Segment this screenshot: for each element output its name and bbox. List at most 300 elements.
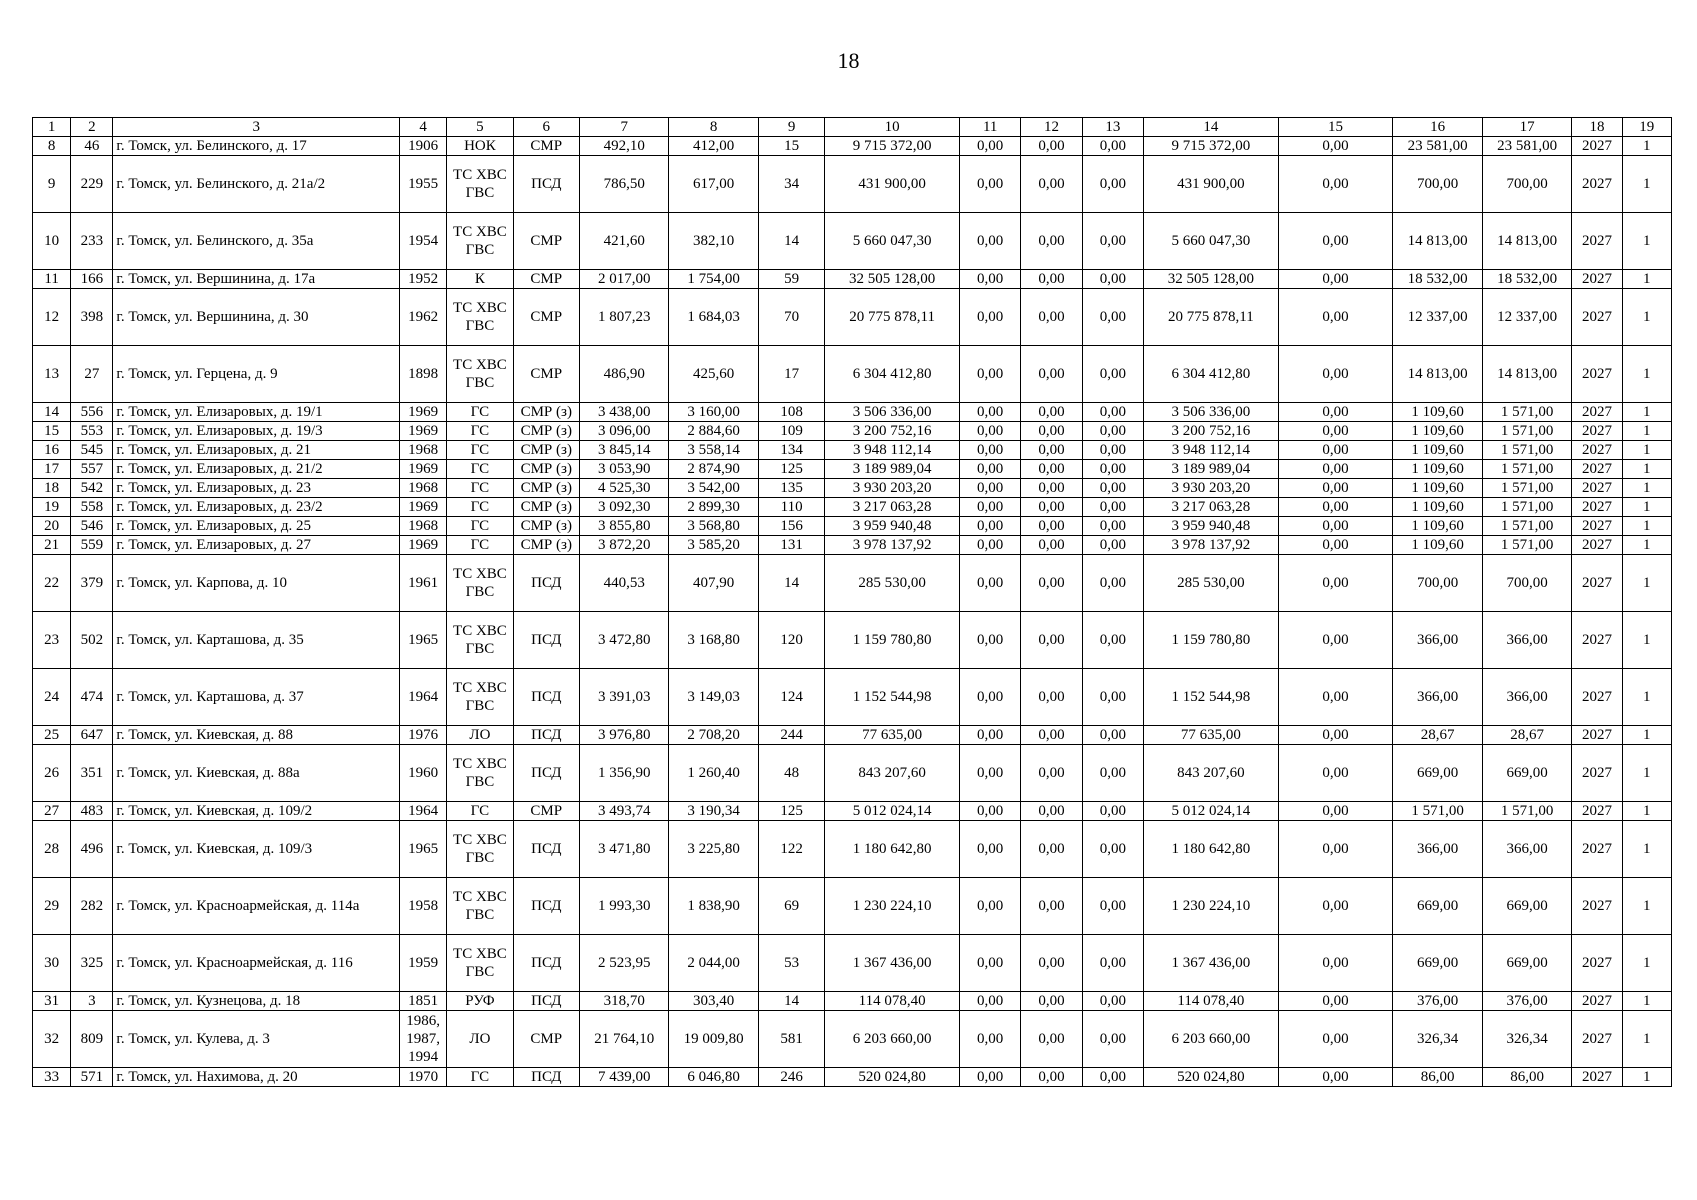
house-id: 483 xyxy=(71,802,113,821)
year-plan-cell: 2027 xyxy=(1572,289,1622,346)
cost-total-cell: 9 715 372,00 xyxy=(825,137,960,156)
address-cell: г. Томск, ул. Кулева, д. 3 xyxy=(113,1011,400,1068)
fund-other-cell: 0,00 xyxy=(1278,422,1393,441)
fund-other-cell: 0,00 xyxy=(1278,270,1393,289)
area-living-cell: 2 899,30 xyxy=(669,498,758,517)
column-header: 16 xyxy=(1393,118,1482,137)
area-total-cell: 3 872,20 xyxy=(579,536,668,555)
row-number: 12 xyxy=(33,289,71,346)
work-type-cell: ГС xyxy=(447,536,513,555)
stage-cell: ПСД xyxy=(513,745,579,802)
fund-federal-cell: 0,00 xyxy=(960,1011,1021,1068)
unit-cost-cell: 14 813,00 xyxy=(1393,213,1482,270)
year-cell: 1970 xyxy=(399,1068,446,1087)
table-row xyxy=(33,156,1672,213)
house-id: 558 xyxy=(71,498,113,517)
fund-owners-cell: 114 078,40 xyxy=(1144,992,1279,1011)
year-plan-cell: 2027 xyxy=(1572,479,1622,498)
fund-owners-cell: 1 367 436,00 xyxy=(1144,935,1279,992)
work-type-cell: ТС ХВС ГВС xyxy=(447,156,513,213)
column-header: 9 xyxy=(758,118,824,137)
area-total-cell: 421,60 xyxy=(579,213,668,270)
cost-total-cell: 6 203 660,00 xyxy=(825,1011,960,1068)
area-total-cell: 440,53 xyxy=(579,555,668,612)
area-total-cell: 3 471,80 xyxy=(579,821,668,878)
year-plan-cell: 2027 xyxy=(1572,821,1622,878)
address-cell: г. Томск, ул. Киевская, д. 109/3 xyxy=(113,821,400,878)
work-type-cell: ГС xyxy=(447,1068,513,1087)
fund-owners-cell: 5 660 047,30 xyxy=(1144,213,1279,270)
area-total-cell: 1 993,30 xyxy=(579,878,668,935)
year-plan-cell: 2027 xyxy=(1572,346,1622,403)
area-total-cell: 7 439,00 xyxy=(579,1068,668,1087)
residents-cell: 125 xyxy=(758,460,824,479)
row-number: 30 xyxy=(33,935,71,992)
fund-other-cell: 0,00 xyxy=(1278,935,1393,992)
quantity-cell: 1 xyxy=(1622,441,1671,460)
table-row xyxy=(33,289,1672,346)
address-cell: г. Томск, ул. Елизаровых, д. 21 xyxy=(113,441,400,460)
year-cell: 1954 xyxy=(399,213,446,270)
year-plan-cell: 2027 xyxy=(1572,1068,1622,1087)
quantity-cell: 1 xyxy=(1622,460,1671,479)
cost-total-cell: 1 152 544,98 xyxy=(825,669,960,726)
fund-federal-cell: 0,00 xyxy=(960,441,1021,460)
year-cell: 1960 xyxy=(399,745,446,802)
fund-local-cell: 0,00 xyxy=(1082,213,1143,270)
house-id: 27 xyxy=(71,346,113,403)
year-plan-cell: 2027 xyxy=(1572,137,1622,156)
fund-federal-cell: 0,00 xyxy=(960,821,1021,878)
column-header: 12 xyxy=(1021,118,1082,137)
fund-owners-cell: 3 506 336,00 xyxy=(1144,403,1279,422)
max-unit-cost-cell: 1 571,00 xyxy=(1482,536,1571,555)
address-cell: г. Томск, ул. Нахимова, д. 20 xyxy=(113,1068,400,1087)
fund-other-cell: 0,00 xyxy=(1278,498,1393,517)
fund-local-cell: 0,00 xyxy=(1082,1011,1143,1068)
table-row xyxy=(33,992,1672,1011)
year-plan-cell: 2027 xyxy=(1572,992,1622,1011)
residents-cell: 48 xyxy=(758,745,824,802)
address-cell: г. Томск, ул. Киевская, д. 109/2 xyxy=(113,802,400,821)
quantity-cell: 1 xyxy=(1622,726,1671,745)
residents-cell: 108 xyxy=(758,403,824,422)
year-cell: 1964 xyxy=(399,669,446,726)
area-total-cell: 2 017,00 xyxy=(579,270,668,289)
table-row xyxy=(33,612,1672,669)
house-id: 545 xyxy=(71,441,113,460)
unit-cost-cell: 1 109,60 xyxy=(1393,422,1482,441)
fund-owners-cell: 431 900,00 xyxy=(1144,156,1279,213)
table-row xyxy=(33,726,1672,745)
fund-federal-cell: 0,00 xyxy=(960,517,1021,536)
fund-local-cell: 0,00 xyxy=(1082,498,1143,517)
quantity-cell: 1 xyxy=(1622,612,1671,669)
year-cell: 1968 xyxy=(399,517,446,536)
year-cell: 1969 xyxy=(399,403,446,422)
row-number: 31 xyxy=(33,992,71,1011)
fund-local-cell: 0,00 xyxy=(1082,992,1143,1011)
house-id: 379 xyxy=(71,555,113,612)
fund-local-cell: 0,00 xyxy=(1082,555,1143,612)
year-cell: 1906 xyxy=(399,137,446,156)
quantity-cell: 1 xyxy=(1622,517,1671,536)
area-living-cell: 3 225,80 xyxy=(669,821,758,878)
area-living-cell: 412,00 xyxy=(669,137,758,156)
table-row xyxy=(33,821,1672,878)
year-cell: 1898 xyxy=(399,346,446,403)
column-header: 2 xyxy=(71,118,113,137)
row-number: 16 xyxy=(33,441,71,460)
year-plan-cell: 2027 xyxy=(1572,213,1622,270)
quantity-cell: 1 xyxy=(1622,422,1671,441)
work-type-cell: ТС ХВС ГВС xyxy=(447,821,513,878)
year-cell: 1968 xyxy=(399,479,446,498)
unit-cost-cell: 1 571,00 xyxy=(1393,802,1482,821)
year-plan-cell: 2027 xyxy=(1572,460,1622,479)
fund-owners-cell: 9 715 372,00 xyxy=(1144,137,1279,156)
year-cell: 1969 xyxy=(399,422,446,441)
unit-cost-cell: 1 109,60 xyxy=(1393,498,1482,517)
year-cell: 1968 xyxy=(399,441,446,460)
table-row xyxy=(33,555,1672,612)
address-cell: г. Томск, ул. Киевская, д. 88а xyxy=(113,745,400,802)
row-number: 24 xyxy=(33,669,71,726)
fund-federal-cell: 0,00 xyxy=(960,346,1021,403)
residents-cell: 70 xyxy=(758,289,824,346)
row-number: 15 xyxy=(33,422,71,441)
area-total-cell: 3 438,00 xyxy=(579,403,668,422)
house-id: 559 xyxy=(71,536,113,555)
column-header: 13 xyxy=(1082,118,1143,137)
fund-regional-cell: 0,00 xyxy=(1021,460,1082,479)
area-living-cell: 2 708,20 xyxy=(669,726,758,745)
quantity-cell: 1 xyxy=(1622,137,1671,156)
max-unit-cost-cell: 326,34 xyxy=(1482,1011,1571,1068)
fund-other-cell: 0,00 xyxy=(1278,992,1393,1011)
unit-cost-cell: 700,00 xyxy=(1393,555,1482,612)
row-number: 33 xyxy=(33,1068,71,1087)
max-unit-cost-cell: 366,00 xyxy=(1482,821,1571,878)
fund-local-cell: 0,00 xyxy=(1082,821,1143,878)
cost-total-cell: 3 948 112,14 xyxy=(825,441,960,460)
area-total-cell: 4 525,30 xyxy=(579,479,668,498)
row-number: 11 xyxy=(33,270,71,289)
work-type-cell: ГС xyxy=(447,479,513,498)
fund-local-cell: 0,00 xyxy=(1082,935,1143,992)
residents-cell: 120 xyxy=(758,612,824,669)
residents-cell: 122 xyxy=(758,821,824,878)
area-living-cell: 1 260,40 xyxy=(669,745,758,802)
area-total-cell: 492,10 xyxy=(579,137,668,156)
residents-cell: 14 xyxy=(758,992,824,1011)
fund-other-cell: 0,00 xyxy=(1278,1011,1393,1068)
unit-cost-cell: 700,00 xyxy=(1393,156,1482,213)
fund-local-cell: 0,00 xyxy=(1082,460,1143,479)
fund-federal-cell: 0,00 xyxy=(960,270,1021,289)
house-id: 233 xyxy=(71,213,113,270)
fund-owners-cell: 1 230 224,10 xyxy=(1144,878,1279,935)
quantity-cell: 1 xyxy=(1622,1068,1671,1087)
max-unit-cost-cell: 23 581,00 xyxy=(1482,137,1571,156)
column-header: 10 xyxy=(825,118,960,137)
unit-cost-cell: 86,00 xyxy=(1393,1068,1482,1087)
fund-federal-cell: 0,00 xyxy=(960,612,1021,669)
fund-owners-cell: 1 159 780,80 xyxy=(1144,612,1279,669)
max-unit-cost-cell: 1 571,00 xyxy=(1482,498,1571,517)
column-header: 11 xyxy=(960,118,1021,137)
work-type-cell: ТС ХВС ГВС xyxy=(447,213,513,270)
max-unit-cost-cell: 12 337,00 xyxy=(1482,289,1571,346)
cost-total-cell: 285 530,00 xyxy=(825,555,960,612)
fund-federal-cell: 0,00 xyxy=(960,878,1021,935)
fund-regional-cell: 0,00 xyxy=(1021,1011,1082,1068)
year-cell: 1952 xyxy=(399,270,446,289)
residents-cell: 69 xyxy=(758,878,824,935)
fund-local-cell: 0,00 xyxy=(1082,802,1143,821)
unit-cost-cell: 366,00 xyxy=(1393,821,1482,878)
fund-other-cell: 0,00 xyxy=(1278,878,1393,935)
work-type-cell: ТС ХВС ГВС xyxy=(447,555,513,612)
area-living-cell: 617,00 xyxy=(669,156,758,213)
fund-other-cell: 0,00 xyxy=(1278,669,1393,726)
quantity-cell: 1 xyxy=(1622,745,1671,802)
table-row xyxy=(33,536,1672,555)
work-type-cell: К xyxy=(447,270,513,289)
fund-local-cell: 0,00 xyxy=(1082,517,1143,536)
residents-cell: 125 xyxy=(758,802,824,821)
fund-federal-cell: 0,00 xyxy=(960,479,1021,498)
residents-cell: 109 xyxy=(758,422,824,441)
year-plan-cell: 2027 xyxy=(1572,270,1622,289)
table-row xyxy=(33,935,1672,992)
fund-local-cell: 0,00 xyxy=(1082,156,1143,213)
fund-owners-cell: 20 775 878,11 xyxy=(1144,289,1279,346)
area-living-cell: 303,40 xyxy=(669,992,758,1011)
house-id: 647 xyxy=(71,726,113,745)
year-cell: 1851 xyxy=(399,992,446,1011)
fund-local-cell: 0,00 xyxy=(1082,270,1143,289)
max-unit-cost-cell: 669,00 xyxy=(1482,935,1571,992)
unit-cost-cell: 12 337,00 xyxy=(1393,289,1482,346)
stage-cell: ПСД xyxy=(513,878,579,935)
fund-owners-cell: 3 217 063,28 xyxy=(1144,498,1279,517)
fund-regional-cell: 0,00 xyxy=(1021,498,1082,517)
address-cell: г. Томск, ул. Елизаровых, д. 23 xyxy=(113,479,400,498)
unit-cost-cell: 1 109,60 xyxy=(1393,460,1482,479)
fund-owners-cell: 3 959 940,48 xyxy=(1144,517,1279,536)
fund-federal-cell: 0,00 xyxy=(960,289,1021,346)
unit-cost-cell: 366,00 xyxy=(1393,669,1482,726)
row-number: 26 xyxy=(33,745,71,802)
fund-local-cell: 0,00 xyxy=(1082,612,1143,669)
fund-owners-cell: 32 505 128,00 xyxy=(1144,270,1279,289)
fund-federal-cell: 0,00 xyxy=(960,498,1021,517)
year-cell: 1964 xyxy=(399,802,446,821)
address-cell: г. Томск, ул. Вершинина, д. 30 xyxy=(113,289,400,346)
quantity-cell: 1 xyxy=(1622,555,1671,612)
year-cell: 1969 xyxy=(399,460,446,479)
fund-federal-cell: 0,00 xyxy=(960,213,1021,270)
area-total-cell: 318,70 xyxy=(579,992,668,1011)
unit-cost-cell: 23 581,00 xyxy=(1393,137,1482,156)
stage-cell: СМР xyxy=(513,137,579,156)
table-row xyxy=(33,422,1672,441)
fund-regional-cell: 0,00 xyxy=(1021,422,1082,441)
max-unit-cost-cell: 366,00 xyxy=(1482,612,1571,669)
fund-other-cell: 0,00 xyxy=(1278,517,1393,536)
cost-total-cell: 3 217 063,28 xyxy=(825,498,960,517)
fund-federal-cell: 0,00 xyxy=(960,745,1021,802)
fund-federal-cell: 0,00 xyxy=(960,536,1021,555)
max-unit-cost-cell: 14 813,00 xyxy=(1482,346,1571,403)
max-unit-cost-cell: 1 571,00 xyxy=(1482,422,1571,441)
cost-total-cell: 3 930 203,20 xyxy=(825,479,960,498)
fund-regional-cell: 0,00 xyxy=(1021,878,1082,935)
quantity-cell: 1 xyxy=(1622,289,1671,346)
residents-cell: 246 xyxy=(758,1068,824,1087)
area-living-cell: 2 044,00 xyxy=(669,935,758,992)
fund-regional-cell: 0,00 xyxy=(1021,555,1082,612)
stage-cell: СМР (з) xyxy=(513,422,579,441)
max-unit-cost-cell: 1 571,00 xyxy=(1482,479,1571,498)
area-living-cell: 3 168,80 xyxy=(669,612,758,669)
fund-owners-cell: 3 200 752,16 xyxy=(1144,422,1279,441)
max-unit-cost-cell: 1 571,00 xyxy=(1482,460,1571,479)
fund-federal-cell: 0,00 xyxy=(960,1068,1021,1087)
area-total-cell: 2 523,95 xyxy=(579,935,668,992)
fund-local-cell: 0,00 xyxy=(1082,441,1143,460)
address-cell: г. Томск, ул. Карташова, д. 37 xyxy=(113,669,400,726)
row-number: 29 xyxy=(33,878,71,935)
work-type-cell: ЛО xyxy=(447,1011,513,1068)
fund-other-cell: 0,00 xyxy=(1278,213,1393,270)
fund-local-cell: 0,00 xyxy=(1082,726,1143,745)
work-type-cell: РУФ xyxy=(447,992,513,1011)
column-header: 1 xyxy=(33,118,71,137)
address-cell: г. Томск, ул. Елизаровых, д. 19/1 xyxy=(113,403,400,422)
table-row xyxy=(33,1011,1672,1068)
cost-total-cell: 3 959 940,48 xyxy=(825,517,960,536)
address-cell: г. Томск, ул. Елизаровых, д. 25 xyxy=(113,517,400,536)
stage-cell: СМР (з) xyxy=(513,479,579,498)
row-number: 14 xyxy=(33,403,71,422)
stage-cell: СМР (з) xyxy=(513,403,579,422)
cost-total-cell: 114 078,40 xyxy=(825,992,960,1011)
column-header: 17 xyxy=(1482,118,1571,137)
max-unit-cost-cell: 28,67 xyxy=(1482,726,1571,745)
fund-federal-cell: 0,00 xyxy=(960,802,1021,821)
quantity-cell: 1 xyxy=(1622,802,1671,821)
row-number: 25 xyxy=(33,726,71,745)
residents-cell: 244 xyxy=(758,726,824,745)
year-plan-cell: 2027 xyxy=(1572,422,1622,441)
table-row xyxy=(33,1068,1672,1087)
table-row xyxy=(33,270,1672,289)
fund-local-cell: 0,00 xyxy=(1082,878,1143,935)
stage-cell: СМР xyxy=(513,802,579,821)
row-number: 32 xyxy=(33,1011,71,1068)
year-cell: 1969 xyxy=(399,498,446,517)
quantity-cell: 1 xyxy=(1622,156,1671,213)
address-cell: г. Томск, ул. Вершинина, д. 17а xyxy=(113,270,400,289)
quantity-cell: 1 xyxy=(1622,536,1671,555)
address-cell: г. Томск, ул. Киевская, д. 88 xyxy=(113,726,400,745)
residents-cell: 14 xyxy=(758,555,824,612)
quantity-cell: 1 xyxy=(1622,669,1671,726)
work-type-cell: ГС xyxy=(447,802,513,821)
fund-regional-cell: 0,00 xyxy=(1021,536,1082,555)
year-plan-cell: 2027 xyxy=(1572,517,1622,536)
cost-total-cell: 1 159 780,80 xyxy=(825,612,960,669)
year-cell: 1976 xyxy=(399,726,446,745)
work-type-cell: НОК xyxy=(447,137,513,156)
table-row xyxy=(33,878,1672,935)
residents-cell: 53 xyxy=(758,935,824,992)
area-living-cell: 425,60 xyxy=(669,346,758,403)
year-cell: 1962 xyxy=(399,289,446,346)
row-number: 22 xyxy=(33,555,71,612)
cost-total-cell: 520 024,80 xyxy=(825,1068,960,1087)
fund-federal-cell: 0,00 xyxy=(960,137,1021,156)
table-row xyxy=(33,498,1672,517)
year-cell: 1969 xyxy=(399,536,446,555)
fund-regional-cell: 0,00 xyxy=(1021,213,1082,270)
max-unit-cost-cell: 366,00 xyxy=(1482,669,1571,726)
fund-federal-cell: 0,00 xyxy=(960,669,1021,726)
fund-other-cell: 0,00 xyxy=(1278,479,1393,498)
column-header: 3 xyxy=(113,118,400,137)
address-cell: г. Томск, ул. Карпова, д. 10 xyxy=(113,555,400,612)
house-id: 3 xyxy=(71,992,113,1011)
area-living-cell: 1 838,90 xyxy=(669,878,758,935)
area-living-cell: 2 874,90 xyxy=(669,460,758,479)
stage-cell: ПСД xyxy=(513,935,579,992)
area-living-cell: 1 754,00 xyxy=(669,270,758,289)
fund-other-cell: 0,00 xyxy=(1278,821,1393,878)
cost-total-cell: 1 180 642,80 xyxy=(825,821,960,878)
fund-regional-cell: 0,00 xyxy=(1021,821,1082,878)
table-row xyxy=(33,137,1672,156)
quantity-cell: 1 xyxy=(1622,213,1671,270)
unit-cost-cell: 14 813,00 xyxy=(1393,346,1482,403)
column-header: 7 xyxy=(579,118,668,137)
table-row xyxy=(33,213,1672,270)
work-type-cell: ТС ХВС ГВС xyxy=(447,745,513,802)
fund-federal-cell: 0,00 xyxy=(960,555,1021,612)
stage-cell: ПСД xyxy=(513,612,579,669)
stage-cell: СМР xyxy=(513,213,579,270)
max-unit-cost-cell: 14 813,00 xyxy=(1482,213,1571,270)
fund-owners-cell: 3 948 112,14 xyxy=(1144,441,1279,460)
work-type-cell: ГС xyxy=(447,422,513,441)
year-plan-cell: 2027 xyxy=(1572,745,1622,802)
quantity-cell: 1 xyxy=(1622,992,1671,1011)
column-header: 19 xyxy=(1622,118,1671,137)
house-id: 553 xyxy=(71,422,113,441)
column-header: 5 xyxy=(447,118,513,137)
fund-regional-cell: 0,00 xyxy=(1021,517,1082,536)
fund-owners-cell: 1 180 642,80 xyxy=(1144,821,1279,878)
table-row xyxy=(33,669,1672,726)
table-row xyxy=(33,745,1672,802)
fund-regional-cell: 0,00 xyxy=(1021,403,1082,422)
work-type-cell: ТС ХВС ГВС xyxy=(447,878,513,935)
fund-regional-cell: 0,00 xyxy=(1021,270,1082,289)
area-total-cell: 3 092,30 xyxy=(579,498,668,517)
fund-owners-cell: 285 530,00 xyxy=(1144,555,1279,612)
fund-other-cell: 0,00 xyxy=(1278,460,1393,479)
